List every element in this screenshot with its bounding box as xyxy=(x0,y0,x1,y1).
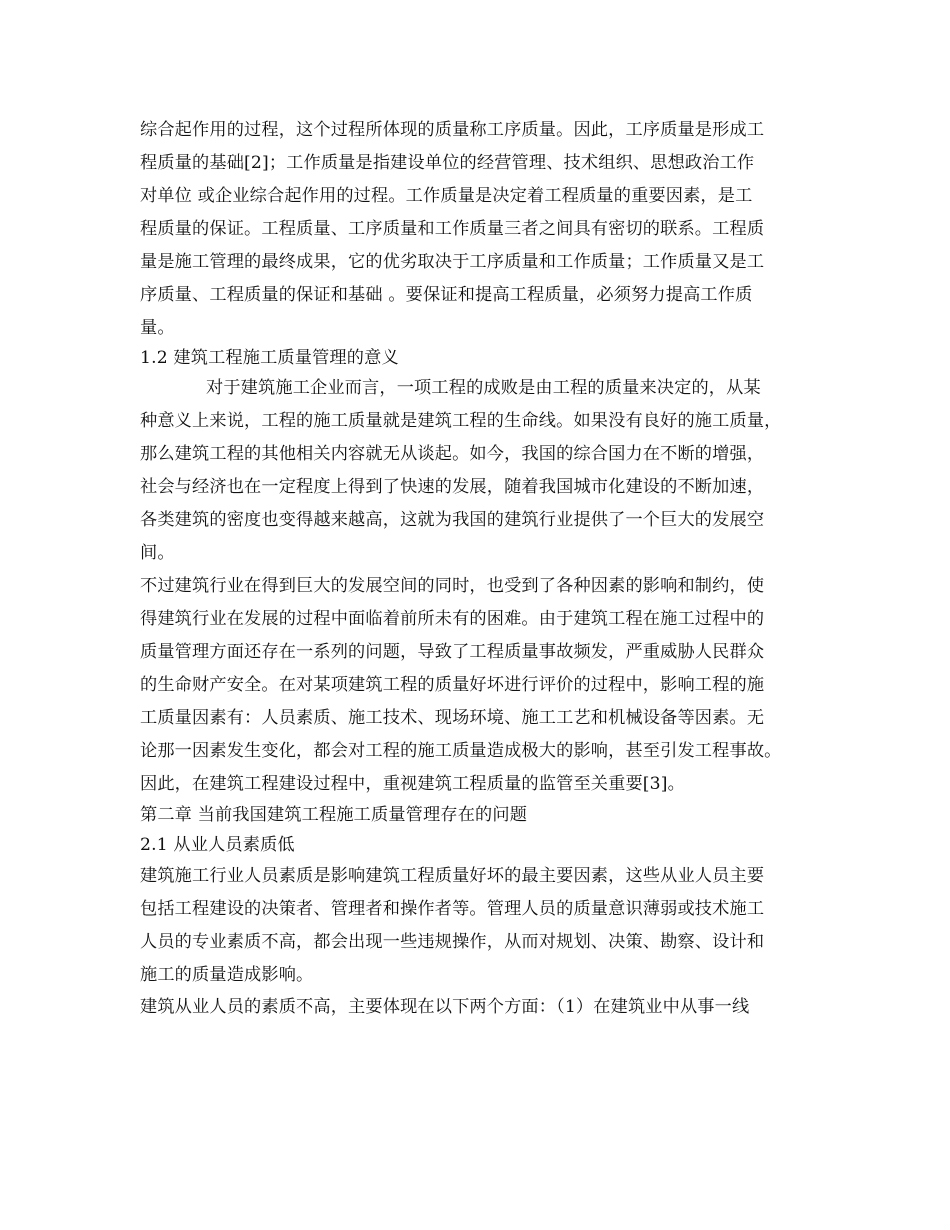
paragraph-line: 序质量、工程质量的保证和基础 。要保证和提高工程质量，必须努力提高工作质 xyxy=(140,285,753,305)
paragraph-line: 量是施工管理的最终成果，它的优劣取决于工序质量和工作质量；工作质量又是工 xyxy=(140,252,765,272)
paragraph-line: 施工的质量造成影响。 xyxy=(140,965,314,985)
paragraph-line: 间。 xyxy=(140,543,175,563)
paragraph-line: 论那一因素发生变化，都会对工程的施工质量造成极大的影响，甚至引发工程事故。 xyxy=(140,741,782,761)
paragraph-line: 程质量的基础[2]；工作质量是指建设单位的经营管理、技术组织、思想政治工作 xyxy=(140,153,755,173)
paragraph-line: 对单位 或企业综合起作用的过程。工作质量是决定着工程质量的重要因素，是工 xyxy=(140,186,753,206)
paragraph-line: 不过建筑行业在得到巨大的发展空间的同时，也受到了各种因素的影响和制约，使 xyxy=(140,576,765,596)
paragraph-line: 的生命财产安全。在对某项建筑工程的质量好坏进行评价的过程中，影响工程的施 xyxy=(140,675,765,695)
paragraph-line: 得建筑行业在发展的过程中面临着前所未有的困难。由于建筑工程在施工过程中的 xyxy=(140,609,765,629)
paragraph-line: 各类建筑的密度也变得越来越高，这就为我国的建筑行业提供了一个巨大的发展空 xyxy=(140,510,765,530)
paragraph-line: 包括工程建设的决策者、管理者和操作者等。管理人员的质量意识薄弱或技术施工 xyxy=(140,899,765,919)
paragraph-line: 因此，在建筑工程建设过程中，重视建筑工程质量的监管至关重要[3]。 xyxy=(140,774,685,794)
chapter-heading-2: 第二章 当前我国建筑工程施工质量管理存在的问题 xyxy=(140,805,528,825)
paragraph-line: 综合起作用的过程，这个过程所体现的质量称工序质量。因此，工序质量是形成工 xyxy=(140,120,765,140)
paragraph-line: 质量管理方面还存在一系列的问题，导致了工程质量事故频发，严重威胁人民群众 xyxy=(140,642,765,662)
paragraph-line: 那么建筑工程的其他相关内容就无从谈起。如今，我国的综合国力在不断的增强， xyxy=(140,444,765,464)
paragraph-line: 工质量因素有：人员素质、施工技术、现场环境、施工工艺和机械设备等因素。无 xyxy=(140,708,765,728)
paragraph-line: 建筑施工行业人员素质是影响建筑工程质量好坏的最主要因素，这些从业人员主要 xyxy=(140,866,765,886)
paragraph-line: 量。 xyxy=(140,318,175,338)
paragraph-line: 种意义上来说，工程的施工质量就是建筑工程的生命线。如果没有良好的施工质量， xyxy=(140,411,782,431)
paragraph-line: 人员的专业素质不高，都会出现一些违规操作，从而对规划、决策、勘察、设计和 xyxy=(140,932,765,952)
paragraph-line: 对于建筑施工企业而言，一项工程的成败是由工程的质量来决定的，从某 xyxy=(206,378,761,398)
paragraph-line: 建筑从业人员的素质不高，主要体现在以下两个方面：（1）在建筑业中从事一线 xyxy=(140,997,750,1017)
section-heading-1-2: 1.2 建筑工程施工质量管理的意义 xyxy=(140,348,399,368)
paragraph-line: 程质量的保证。工程质量、工序质量和工作质量三者之间具有密切的联系。工程质 xyxy=(140,219,765,239)
section-heading-2-1: 2.1 从业人员素质低 xyxy=(140,835,295,855)
paragraph-line: 社会与经济也在一定程度上得到了快速的发展，随着我国城市化建设的不断加速， xyxy=(140,477,765,497)
